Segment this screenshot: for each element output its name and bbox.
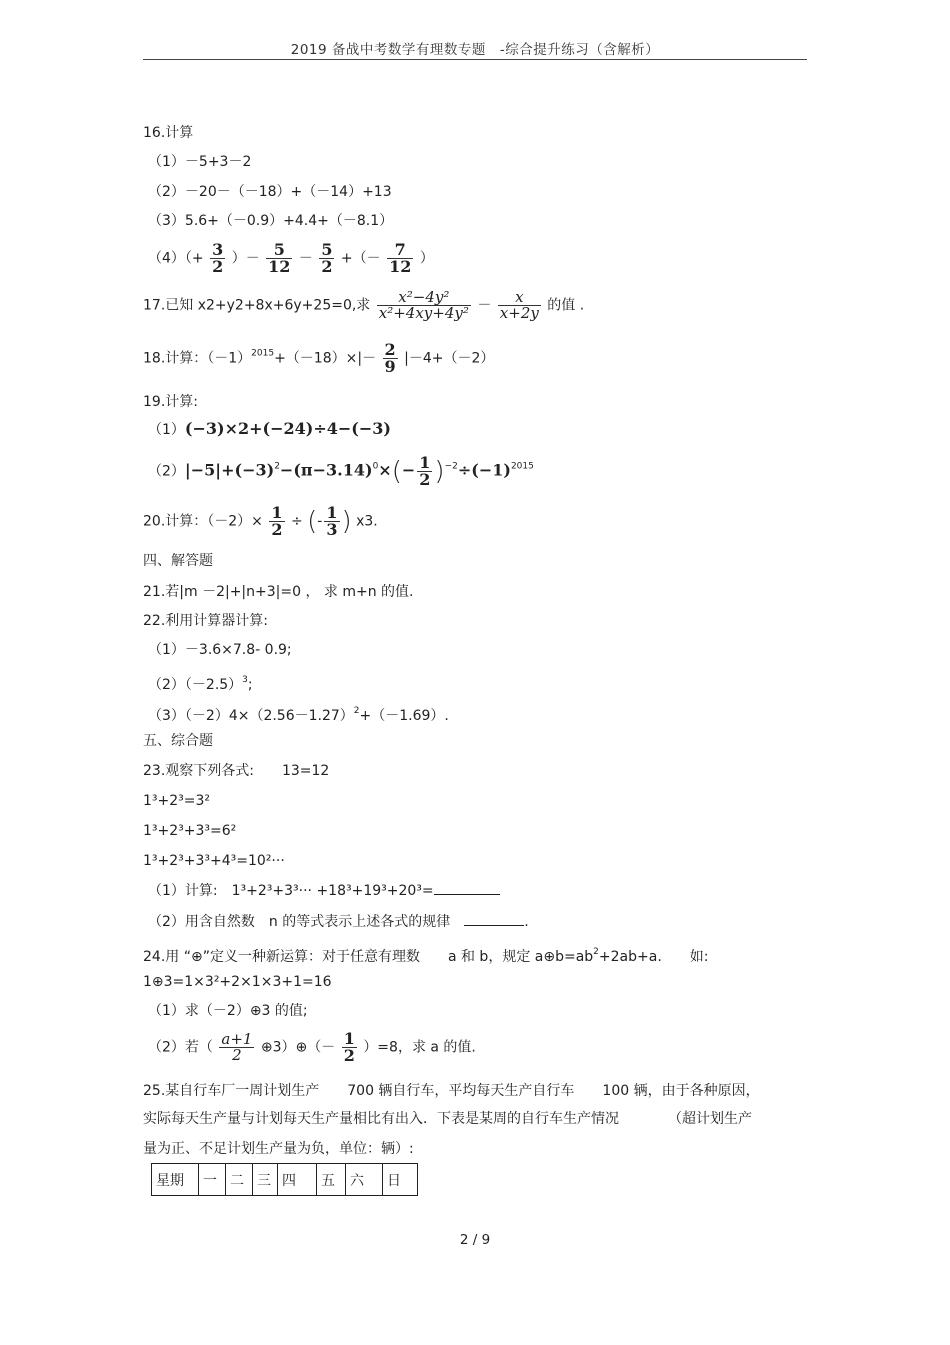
section-4-heading: 四、解答题 xyxy=(143,553,213,569)
q16-part1: （1）－5+3－2 xyxy=(148,154,252,170)
q19-exp1: 2 xyxy=(274,461,280,472)
q17-minus: － xyxy=(477,297,492,314)
page-number: 2 / 9 xyxy=(459,1232,491,1248)
table-cell: 二 xyxy=(226,1164,253,1196)
q24-part1: （1）求（－2）⊕3 的值; xyxy=(148,1003,308,1019)
q23-part1-text: （1）计算: 1³+2³+3³··· +18³+19³+20³= xyxy=(148,883,434,899)
q23-part2-end: . xyxy=(524,914,529,930)
q18-line xyxy=(143,342,494,375)
fraction-5-12: $\frac{5}{12}$ xyxy=(268,240,291,276)
q19-part1-expr: (−3)×2+(−24)÷4−(−3) xyxy=(184,419,391,438)
fraction-2-9: $\frac{2}{9}$ xyxy=(384,340,396,376)
table-cell: 四 xyxy=(278,1164,317,1196)
q22-title: 22.利用计算器计算: xyxy=(143,613,268,629)
q19-part2-d: ÷(−1) xyxy=(457,460,511,480)
q16-part2: （2）－20－（－18）+（－14）+13 xyxy=(148,184,392,200)
q19-part2-c: × xyxy=(378,460,392,480)
table-cell: 五 xyxy=(317,1164,346,1196)
q23-part2-text: （2）用含自然数 n 的等式表示上述各式的规律 xyxy=(148,914,465,930)
q24-part2-a: （2）若（ xyxy=(148,1039,213,1056)
q22-part2-post: ; xyxy=(247,677,253,693)
q22-part3-pre: （3）（－2）4×（2.56－1.27） xyxy=(148,708,354,724)
table-cell: 三 xyxy=(253,1164,278,1196)
q19-part1-label: （1） xyxy=(148,422,185,438)
q16-part4 xyxy=(148,242,434,275)
q17-fraction-2: $\frac{x}{x+2y}$ xyxy=(499,288,539,322)
fraction-5-2: $\frac{5}{2}$ xyxy=(321,240,333,276)
q20-pre: 20.计算：（－2）× xyxy=(143,513,263,530)
q20-neg: - xyxy=(317,513,323,530)
q20-line: 20.计算：（－2）× $\frac{1}{2}$ ÷ (- $\frac{1}{3}$ ) x3. xyxy=(143,503,378,539)
fraction-7-12: $\frac{7}{12}$ xyxy=(389,240,412,276)
q22-part2 xyxy=(148,671,253,694)
q25-line2: 实际每天生产量与计划每天生产量相比有出入．下表是某周的自行车生产情况 （超计划生产 xyxy=(143,1111,752,1127)
q16-part4-e: ） xyxy=(419,250,434,267)
table-cell: 星期 xyxy=(152,1164,199,1196)
q19-exp3: −2 xyxy=(444,461,458,472)
table-row xyxy=(152,1164,418,1196)
weekday-table xyxy=(151,1163,418,1196)
q18-pre: 18.计算：（－1） xyxy=(143,350,252,367)
q23-part2 xyxy=(148,913,529,931)
q25-line1: 25.某自行车厂一周计划生产 700 辆自行车，平均每天生产自行车 100 辆，由于各种原因， xyxy=(143,1083,760,1099)
page-header: 2019 备战中考数学有理数专题 -综合提升练习（含解析） xyxy=(290,42,660,58)
q19-exp2: 0 xyxy=(372,461,379,472)
q19-title: 19.计算: xyxy=(143,394,198,410)
q16-title: 16.计算 xyxy=(143,125,194,141)
q18-exponent: 2015 xyxy=(251,348,275,359)
q22-part2-pre: （2）（－2.5） xyxy=(148,677,243,693)
q22-part3-exp: 2 xyxy=(353,706,360,716)
q22-part2-exp: 3 xyxy=(242,675,248,685)
q24-example: 1⊕3=1×3²+2×1×3+1=16 xyxy=(143,974,332,990)
fraction-1-2: $\frac{1}{2}$ xyxy=(271,503,283,539)
q24-title-exp: 2 xyxy=(593,947,599,957)
q17-fraction-1: $\frac{\text{x²−4y²}}{\text{x²+4xy+4y²}}$ xyxy=(378,288,469,322)
q16-part4-c: － xyxy=(298,250,313,267)
q16-part4-d: +（－ xyxy=(340,250,381,267)
table-cell: 一 xyxy=(199,1164,226,1196)
q16-part4-label: （4） xyxy=(148,250,185,267)
q24-title-pre: 24.用 “⊕”定义一种新运算：对于任意有理数 a 和 b，规定 a⊕b=ab xyxy=(143,949,594,965)
q22-part1: （1）－3.6×7.8- 0.9; xyxy=(148,642,292,658)
q23-title: 23.观察下列各式: 13=12 xyxy=(143,763,330,779)
q19-part2-a: |−5|+(−3) xyxy=(184,460,275,480)
q24-title xyxy=(143,943,709,966)
fraction-a-plus-1-over-2: $\frac{a+1}{2}$ xyxy=(221,1030,253,1064)
q19-part2-b: −(π−3.14) xyxy=(279,460,373,480)
q17-post: 的值 . xyxy=(547,297,585,314)
q17-line xyxy=(143,290,584,321)
q23-line3: 1³+2³+3³+4³=10²··· xyxy=(143,853,285,869)
answer-blank[interactable] xyxy=(464,913,524,926)
q24-part2-c: ）=8，求 a 的值. xyxy=(363,1039,476,1056)
q22-part3-post: +（－1.69）. xyxy=(359,708,449,724)
q19-part2-label: （2） xyxy=(148,463,185,480)
q23-part1 xyxy=(148,882,500,900)
q18-post: |－4+（－2） xyxy=(404,350,495,367)
table-cell: 日 xyxy=(383,1164,418,1196)
q25-line3: 量为正、不足计划生产量为负，单位：辆）: xyxy=(143,1141,414,1157)
section-5-heading: 五、综合题 xyxy=(143,733,213,749)
q16-part4-b: ）－ xyxy=(231,250,260,267)
fraction-1-2: $\frac{1}{2}$ xyxy=(419,453,431,489)
q22-part3 xyxy=(148,702,449,725)
table-cell: 六 xyxy=(346,1164,383,1196)
q23-line2: 1³+2³+3³=6² xyxy=(143,823,237,839)
q19-part1 xyxy=(148,420,391,439)
q23-line1: 1³+2³=3² xyxy=(143,793,211,809)
q16-part4-a: （+ xyxy=(184,250,204,267)
answer-blank[interactable] xyxy=(434,882,500,895)
q20-divide: ÷ xyxy=(290,513,303,530)
fraction-1-2: $\frac{1}{2}$ xyxy=(343,1029,355,1065)
fraction-1-3: $\frac{1}{3}$ xyxy=(326,503,338,539)
q19-exp4: 2015 xyxy=(510,461,534,472)
q20-post: x3. xyxy=(356,513,378,530)
q17-pre: 17.已知 x2+y2+8x+6y+25=0,求 xyxy=(143,297,371,314)
header-rule xyxy=(143,59,807,60)
q16-part3: （3）5.6+（－0.9）+4.4+（－8.1） xyxy=(148,213,394,229)
fraction-3-2: $\frac{3}{2}$ xyxy=(212,240,224,276)
q18-mid: +（－18）×|－ xyxy=(274,350,377,367)
q24-part2 xyxy=(148,1031,476,1064)
q24-title-post: +2ab+a. 如: xyxy=(598,949,709,965)
q24-part2-b: ⊕3）⊕（－ xyxy=(260,1039,336,1056)
q21: 21.若|m －2|+|n+3|=0 ， 求 m+n 的值. xyxy=(143,584,414,600)
q19-part2: $(2)|-5|+(-3)^2-(\pi-3.14)^0\times(-$ $\frac{1}{2}$ )$^{-2}\div(-1)^{2015}$ xyxy=(148,453,534,489)
